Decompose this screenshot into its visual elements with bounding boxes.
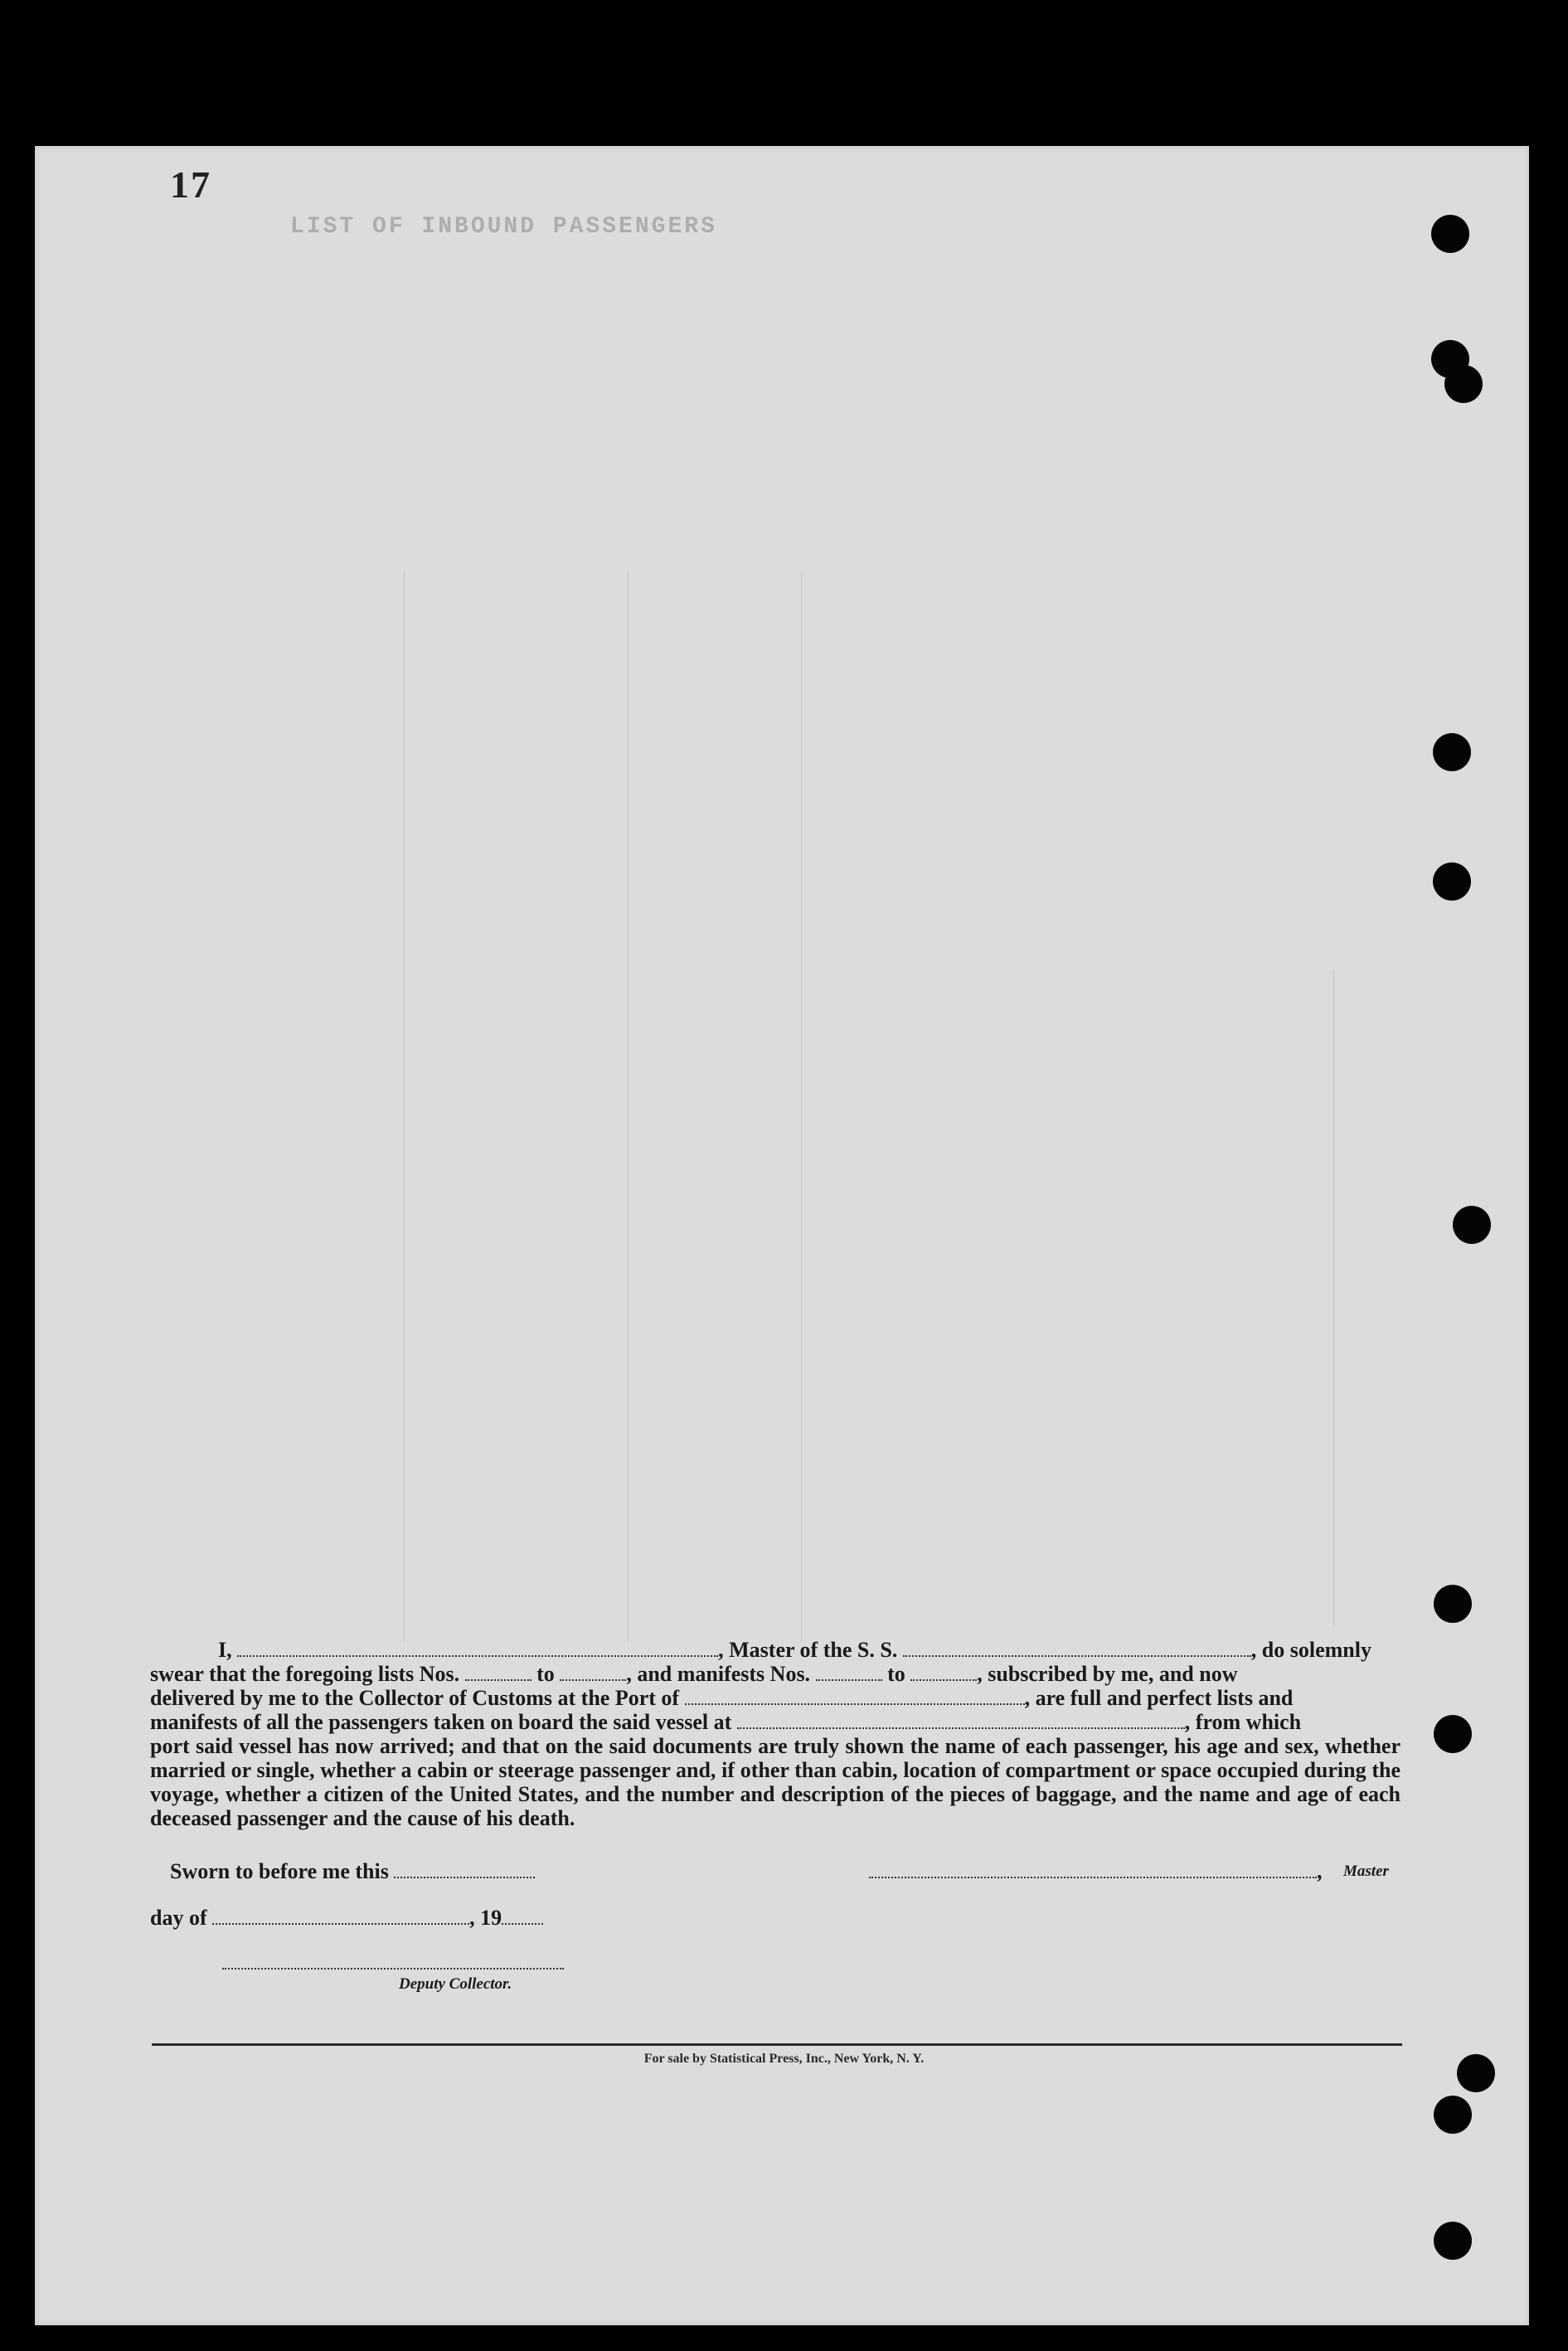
oath-and-manifests: , and manifests Nos.	[626, 1662, 811, 1686]
oath-master-of-ss: , Master of the S. S.	[718, 1638, 898, 1662]
bleed-column-rule	[628, 572, 629, 1642]
master-signature-row: ,	[869, 1859, 1323, 1884]
punch-hole	[1434, 1715, 1472, 1753]
oath-body-text: port said vessel has now arrived; and that on the said documents are truly shown the name of each passenger, his age and sex, whether married or single, whether a cabin or steerage passenger and, if other than cabin, location of compartment or space occupied during the voyage, whether a citizen of the United States, and the number and description of the pieces of baggage, and the name and age of each deceased passenger and the cause of his death.	[150, 1734, 1401, 1830]
sworn-date-blank	[394, 1862, 535, 1878]
year-blank	[502, 1908, 543, 1925]
footer-rule	[152, 2043, 1402, 2046]
oath-to-1: to	[536, 1662, 555, 1686]
bleed-column-rule	[1333, 970, 1334, 1625]
punch-hole	[1433, 862, 1471, 901]
oath-do-solemnly: , do solemnly	[1250, 1638, 1371, 1662]
bleed-column-rule	[801, 572, 802, 1642]
bleed-column-rule	[404, 572, 405, 1642]
corner-mark: 17	[170, 163, 211, 206]
manifests-to-blank	[910, 1664, 977, 1681]
oath-subscribed: , subscribed by me, and now	[977, 1662, 1238, 1686]
oath-delivered: delivered by me to the Collector of Customs at the Port of	[150, 1686, 680, 1710]
master-label: Master	[1343, 1863, 1389, 1880]
master-name-blank	[237, 1640, 718, 1657]
punch-hole	[1434, 1585, 1472, 1623]
bleed-through-mark: LIST OF INBOUND PASSENGERS	[290, 214, 717, 240]
oath-from-which: , from which	[1184, 1710, 1302, 1734]
deputy-collector-label: Deputy Collector.	[399, 1975, 512, 1993]
deputy-signature-blank	[222, 1953, 564, 1970]
printer-imprint: For sale by Statistical Press, Inc., New York, N. Y.	[643, 2052, 925, 2066]
lists-from-blank	[465, 1664, 532, 1681]
port-blank	[685, 1688, 1025, 1705]
manifests-from-blank	[816, 1664, 882, 1681]
punch-hole	[1444, 365, 1483, 403]
master-signature-blank	[869, 1862, 1317, 1878]
punch-hole	[1434, 2222, 1472, 2260]
oath-statement	[150, 1638, 1401, 1830]
vessel-name-blank	[903, 1640, 1251, 1657]
lists-to-blank	[560, 1664, 626, 1681]
punch-hole	[1431, 215, 1469, 253]
punch-hole	[1433, 733, 1471, 771]
departure-port-blank	[737, 1712, 1185, 1729]
sworn-before-label: Sworn to before me this	[170, 1859, 389, 1883]
oath-manifests-all: manifests of all the passengers taken on board the said vessel at	[150, 1710, 732, 1734]
year-prefix: , 19	[469, 1906, 502, 1930]
day-of-blank	[212, 1908, 469, 1925]
day-of-label: day of	[150, 1906, 207, 1930]
oath-swear-lists: swear that the foregoing lists Nos.	[150, 1662, 460, 1686]
oath-to-2: to	[887, 1662, 905, 1686]
deputy-signature-row	[222, 1950, 564, 1975]
punch-hole	[1434, 2096, 1472, 2134]
punch-hole	[1453, 1206, 1491, 1244]
oath-full-perfect: , are full and perfect lists and	[1024, 1686, 1294, 1710]
day-of-row	[150, 1906, 543, 1931]
sworn-before-row	[170, 1859, 535, 1884]
oath-i: I,	[218, 1638, 232, 1662]
form-sheet	[35, 146, 1529, 2325]
